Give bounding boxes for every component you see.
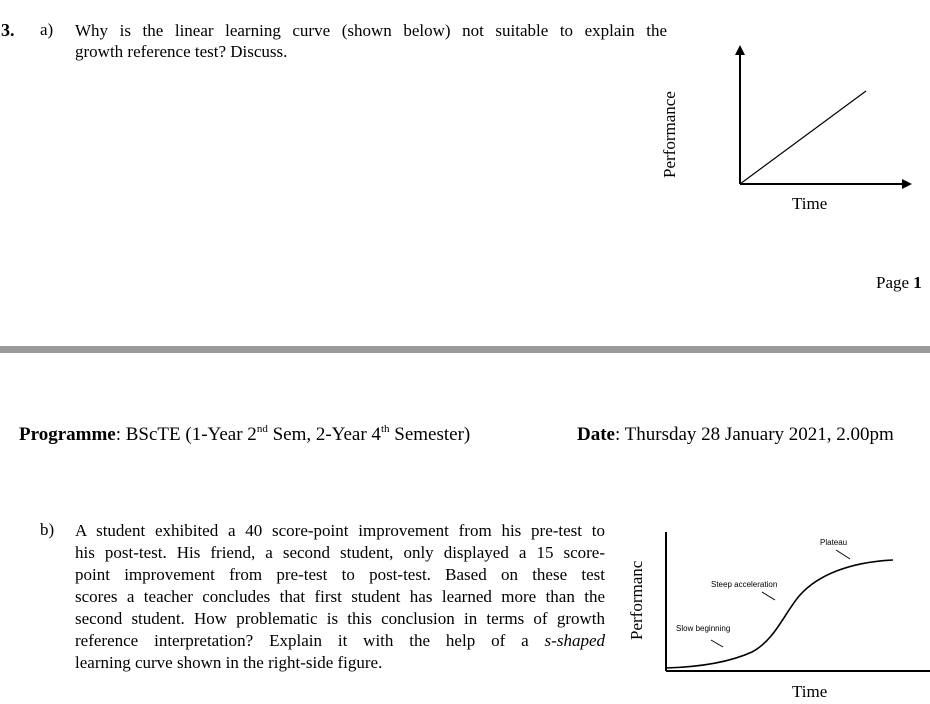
question-b-line-3: point improvement from pre-test to post-test. Based on these test (75, 565, 605, 584)
question-b-line-6-text: reference interpretation? Explain it with the help of a (75, 631, 545, 650)
question-a-line-2: growth reference test? Discuss. (75, 42, 288, 61)
question-b-line-5: second student. How problematic is this conclusion in terms of growth (75, 609, 605, 628)
question-b-line-4: scores a teacher concludes that first student has learned more than the (75, 587, 605, 606)
plateau-annotation: Plateau (820, 538, 848, 547)
question-b-line-2: his post-test. His friend, a second student, only displayed a 15 score- (75, 543, 605, 562)
steep-acceleration-annotation: Steep acceleration (711, 580, 778, 589)
question-number: 3. (1, 20, 15, 40)
performance-axis-label-b: Performanc (627, 560, 646, 640)
question-b-line-7: learning curve shown in the right-side figure. (75, 653, 383, 672)
date-value: : Thursday 28 January 2021, 2.00pm (614, 424, 894, 445)
question-b-label: b) (40, 520, 55, 539)
s-shaped-term: s-shaped (544, 631, 605, 650)
programme-value-1: : BScTE (1-Year 2 (115, 424, 257, 445)
s-shaped-curve (666, 560, 893, 668)
programme-value-3: Semester) (389, 424, 471, 445)
performance-axis-label-a: Performance (660, 91, 679, 178)
page-prefix: Page (876, 273, 910, 292)
question-a-line-1: Why is the linear learning curve (shown below) not suitable to explain the (75, 21, 667, 40)
programme-label: Programme (19, 424, 116, 445)
programme-sup-1: nd (256, 423, 268, 435)
steep-pointer (762, 592, 775, 600)
time-axis-label-b: Time (792, 682, 828, 701)
plateau-pointer (836, 550, 850, 559)
date-label: Date (577, 424, 615, 445)
programme-value-2: Sem, 2-Year 4 (267, 424, 381, 445)
question-a-label: a) (40, 20, 54, 39)
page-number-value: 1 (913, 273, 922, 292)
question-b-line-1: A student exhibited a 40 score-point improvement from his pre-test to (75, 521, 605, 540)
time-axis-label-a: Time (792, 194, 828, 213)
programme-sup-2: th (380, 423, 390, 435)
slow-pointer (711, 640, 723, 647)
slow-beginning-annotation: Slow beginning (676, 624, 731, 633)
